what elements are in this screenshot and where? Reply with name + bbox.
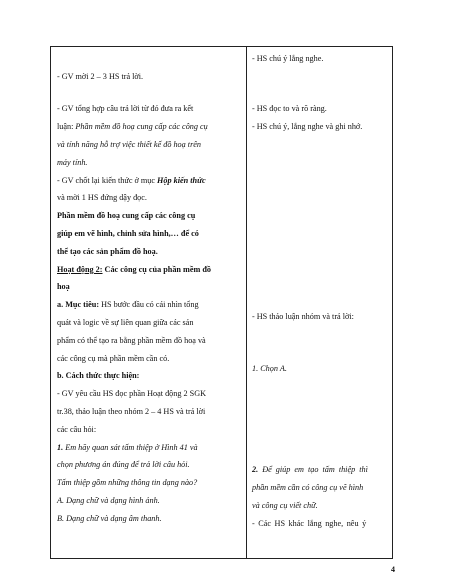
teacher-text: - GV mời 2 – 3 HS trả lời. bbox=[57, 72, 144, 81]
objective-text: quát và logic về sự liên quan giữa các sản bbox=[57, 318, 194, 327]
student-answer: và công cụ viết chữ. bbox=[252, 501, 318, 510]
student-answer: phần mềm cần có công cụ vẽ hình bbox=[252, 483, 364, 492]
teacher-text: và tính năng hỗ trợ việc thiết kế đồ hoạ trên bbox=[57, 140, 201, 149]
method-text: các câu hỏi: bbox=[57, 425, 97, 434]
teacher-text: - GV chốt lại kiến thức ở mục Hộp kiến thức bbox=[57, 176, 206, 185]
student-answer: 1. Chọn A. bbox=[252, 364, 287, 373]
method-text: tr.38, thảo luận theo nhóm 2 – 4 HS và trả lời bbox=[57, 407, 206, 416]
knowledge-box-text: thể tạo các sản phẩm đồ hoạ. bbox=[57, 247, 158, 256]
student-answer: 2. Để giúp em tạo tấm thiệp thì bbox=[252, 465, 368, 474]
objective-text: phẩm có thể tạo ra bằng phần mềm đồ hoạ và bbox=[57, 336, 206, 345]
column-divider bbox=[246, 46, 247, 559]
teacher-text: - GV tổng hợp câu trả lời từ đó đưa ra kết bbox=[57, 104, 194, 113]
activity-heading: Hoạt động 2: Các công cụ của phần mềm đồ bbox=[57, 265, 211, 274]
objective-text: a. Mục tiêu: HS bước đầu có cái nhìn tổng bbox=[57, 300, 199, 309]
method-text: - GV yêu cầu HS đọc phần Hoạt động 2 SGK bbox=[57, 389, 207, 398]
question-text: Tấm thiệp gồm những thông tin dạng nào? bbox=[57, 478, 198, 487]
student-text: - HS thảo luận nhóm và trả lời: bbox=[252, 312, 354, 321]
page-number: 4 bbox=[391, 565, 395, 574]
teacher-text: máy tính. bbox=[57, 158, 88, 167]
knowledge-box-text: giúp em vẽ hình, chỉnh sửa hình,… để có bbox=[57, 229, 199, 238]
teacher-text: luận: Phần mềm đồ hoạ cung cấp các công cụ bbox=[57, 122, 208, 131]
method-heading: b. Cách thức thực hiện: bbox=[57, 371, 140, 380]
question-text: chọn phương án đúng để trả lời câu hỏi. bbox=[57, 460, 190, 469]
answer-option: B. Dạng chữ và dạng âm thanh. bbox=[57, 514, 162, 523]
student-text: - HS chú ý lắng nghe. bbox=[252, 54, 324, 63]
question-text: 1. Em hãy quan sát tấm thiệp ở Hình 41 và bbox=[57, 443, 198, 452]
activity-heading: hoạ bbox=[57, 282, 70, 291]
student-text: - HS đọc to và rõ ràng. bbox=[252, 104, 327, 113]
knowledge-box-text: Phần mềm đồ hoạ cung cấp các công cụ bbox=[57, 211, 196, 220]
objective-text: các công cụ mà phần mềm cần có. bbox=[57, 354, 170, 363]
teacher-text: và mời 1 HS đứng dậy đọc. bbox=[57, 193, 147, 202]
answer-option: A. Dạng chữ và dạng hình ảnh. bbox=[57, 496, 160, 505]
student-text: - Các HS khác lắng nghe, nêu ý bbox=[252, 519, 367, 528]
student-text: - HS chú ý, lắng nghe và ghi nhớ. bbox=[252, 122, 363, 131]
